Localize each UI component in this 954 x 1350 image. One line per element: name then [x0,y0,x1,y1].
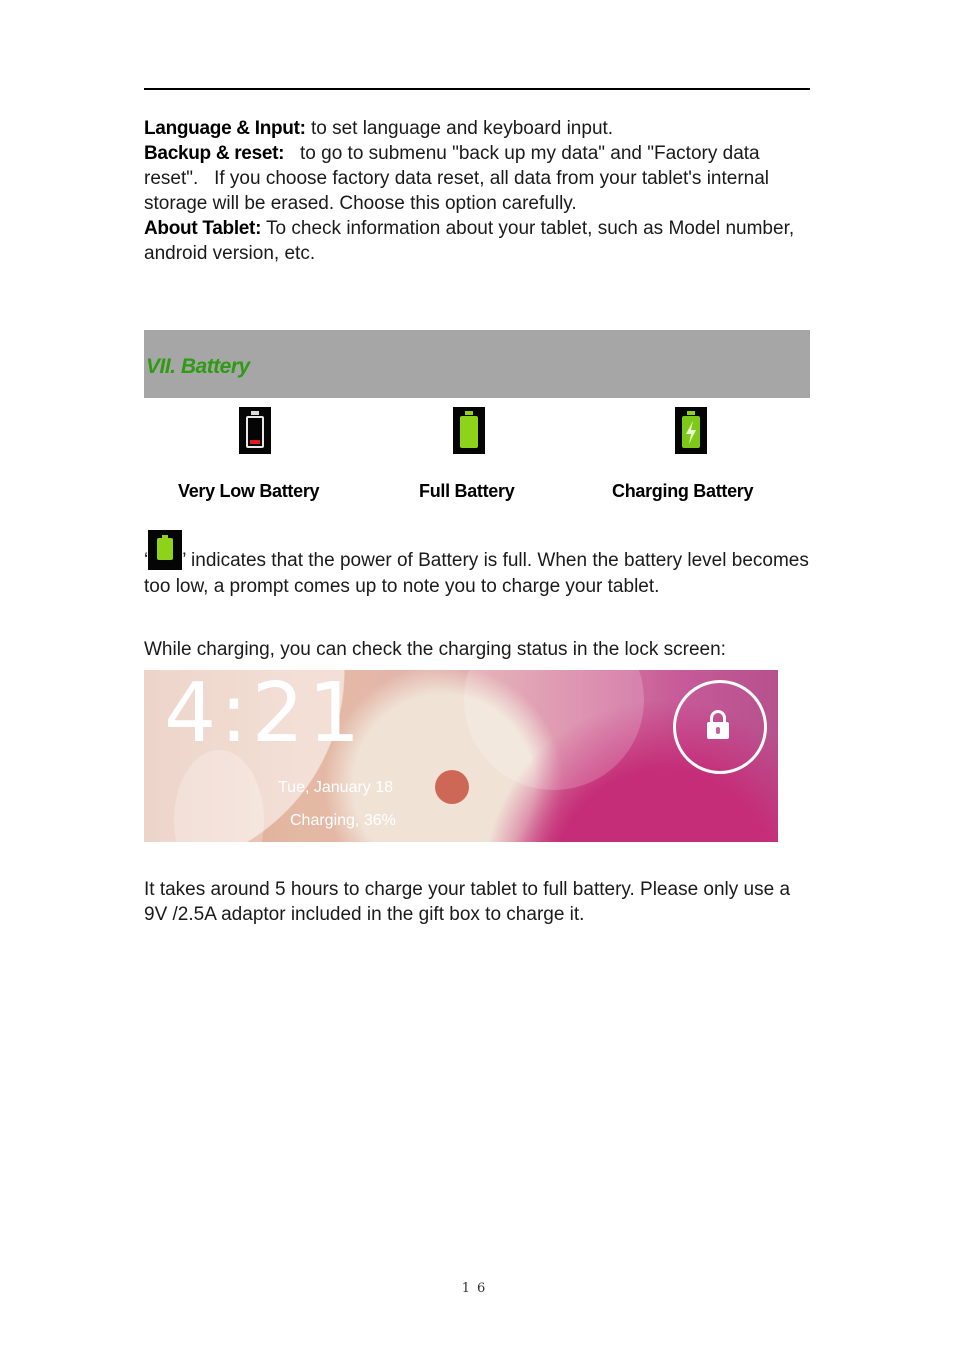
lock-screen-charging-status: Charging, 36% [290,812,396,829]
settings-descriptions [144,116,810,266]
full-battery-text: ’ indicates that the power of Battery is full. When the battery level becomes too low, a prompt comes up to note you to charge your tablet. [144,550,809,597]
full-battery-paragraph [144,530,810,600]
language-input-text: to set language and keyboard input. [305,118,614,139]
charging-time-note: It takes around 5 hours to charge your tablet to full battery. Please only use a 9V /2.5A adaptor included in the gift box to charge it. [144,879,791,925]
lock-icon [707,722,729,739]
about-tablet-label: About Tablet: [144,218,262,239]
battery-charging-icon [675,407,707,454]
charging-battery-label: Charging Battery [612,481,754,501]
header-rule [144,88,810,90]
lock-screen-time: 4:21 [164,670,365,761]
about-tablet-entry [144,216,810,266]
full-battery-label: Full Battery [419,481,515,501]
backup-reset-entry [144,141,810,216]
backup-reset-label: Backup & reset: [144,143,285,164]
backup-reset-text: to go to submenu "back up my data" and "Factory data reset". If you choose factory data reset, all data from your tablet's internal storage will be erased. Choose this option carefully. [144,143,770,214]
language-input-entry [144,116,810,141]
language-input-label: Language & Input: [144,118,306,139]
lock-screen-intro: While charging, you can check the charging status in the lock screen: [144,639,726,660]
lock-screen-date: Tue, January 18 [278,779,394,796]
about-tablet-text: To check information about your tablet, such as Model number, android version, etc. [144,218,795,264]
battery-full-icon [453,407,485,454]
very-low-battery-label: Very Low Battery [178,481,320,501]
inline-battery-full-icon [148,530,182,570]
lock-screen-screenshot [144,670,778,842]
open-quote: ‘ [144,550,149,571]
battery-very-low-icon [239,407,271,454]
section-banner [144,330,810,398]
section-title: VII. Battery [146,355,250,378]
page-number: 16 [461,1281,493,1296]
